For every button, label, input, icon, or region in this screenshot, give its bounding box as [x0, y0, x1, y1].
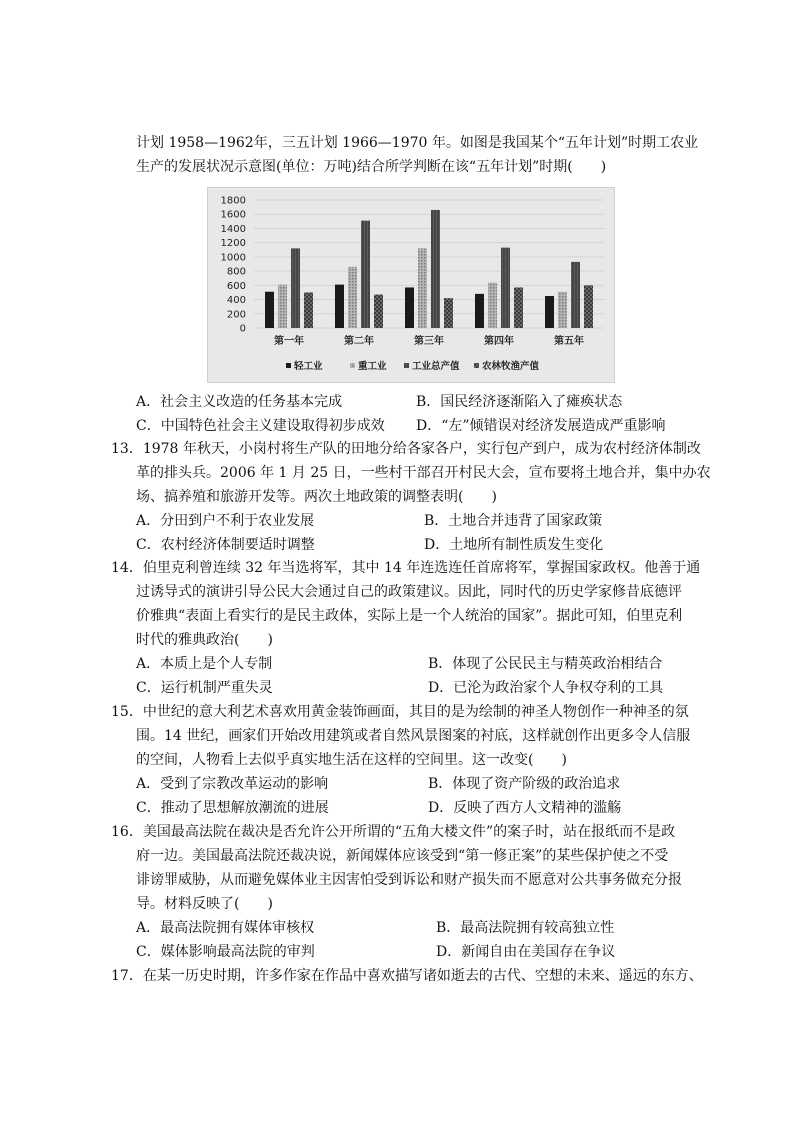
bar — [475, 294, 484, 328]
q13-option-a[interactable]: A．分田到户不利于农业发展 — [136, 513, 315, 529]
q16-stem-line4: 导。材料反映了( ) — [136, 896, 273, 912]
bar — [278, 285, 287, 328]
q15-option-b[interactable]: B．体现了资产阶级的政治追求 — [428, 776, 621, 792]
q14-option-b[interactable]: B．体现了公民民主与精英政治相结合 — [428, 656, 663, 672]
bar — [361, 221, 370, 328]
y-tick-label: 1000 — [220, 252, 246, 264]
q14-stem-line3: 价雅典“表面上看实行的是民主政体，实际上是一个人统治的国家”。据此可知，伯里克利 — [136, 608, 683, 624]
q16-option-a[interactable]: A．最高法院拥有媒体审核权 — [136, 920, 315, 936]
legend-swatch — [350, 363, 355, 368]
q13-option-c[interactable]: C．农村经济体制要适时调整 — [136, 537, 315, 553]
y-tick-label: 1400 — [220, 223, 246, 235]
q12-option-d[interactable]: D．“左”倾错误对经济发展造成严重影响 — [416, 418, 666, 434]
q14-option-c[interactable]: C．运行机制严重失灵 — [136, 680, 273, 696]
bar-chart-svg — [208, 188, 614, 382]
q16-option-d[interactable]: D．新闻自由在美国存在争议 — [436, 944, 616, 960]
bar — [558, 292, 567, 328]
x-tick-label: 第一年 — [274, 336, 304, 347]
bar — [265, 292, 274, 328]
bar — [348, 267, 357, 328]
bar — [405, 287, 414, 328]
q12-option-b[interactable]: B．国民经济逐渐陷入了瘫痪状态 — [416, 394, 623, 410]
q14-stem-line2: 过诱导式的演讲引导公民大会通过自己的政策建议。因此，同时代的历史学家修昔底德评 — [136, 584, 682, 600]
q15-stem-line1: 15．中世纪的意大利艺术喜欢用黄金装饰画面，其目的是为绘制的神圣人物创作一种神圣的氛 — [111, 704, 689, 720]
y-tick-label: 1600 — [220, 209, 246, 221]
q16-option-c[interactable]: C．媒体影响最高法院的审判 — [136, 944, 315, 960]
bar — [501, 248, 510, 328]
q16-stem-line3: 诽谤罪威胁，从而避免媒体业主因害怕受到诉讼和财产损失而不愿意对公共事务做充分报 — [136, 872, 682, 888]
x-tick-label: 第三年 — [414, 336, 444, 347]
q14-stem-line4: 时代的雅典政治( ) — [136, 632, 273, 648]
legend-swatch — [286, 363, 291, 368]
q15-stem-line3: 的空间，人物看上去似乎真实地生活在这样的空间里。这一改变( ) — [136, 752, 567, 768]
q15-stem-line2: 围。14 世纪，画家们开始改用建筑或者自然风景图案的衬底，这样就创作出更多令人信服 — [136, 728, 691, 744]
x-tick-label: 第二年 — [344, 336, 374, 347]
q14-option-d[interactable]: D．已沦为政治家个人争权夺利的工具 — [428, 680, 664, 696]
q13-stem-line3: 场、搞养殖和旅游开发等。两次土地政策的调整表明( ) — [136, 489, 497, 505]
y-tick-label: 200 — [226, 309, 246, 321]
bar — [418, 248, 427, 328]
q12-option-c[interactable]: C．中国特色社会主义建设取得初步成效 — [136, 418, 385, 434]
y-tick-label: 1800 — [220, 195, 246, 207]
y-tick-label: 1200 — [220, 238, 246, 250]
bar — [571, 262, 580, 328]
q13-stem-line1: 13．1978 年秋天，小岗村将生产队的田地分给各家各户，实行包产到户，成为农村经济体制改 — [111, 441, 701, 457]
legend-label: 农林牧渔产值 — [482, 361, 540, 372]
q13-stem-line2: 革的排头兵。2006 年 1 月 25 日，一些村干部召开村民大会，宣布要将土地合并，集中办农 — [136, 465, 711, 481]
bar-chart — [207, 187, 615, 383]
q12-stem-line1: 计划 1958—1962年，三五计划 1966—1970 年。如图是我国某个“五年计划”时期工农业 — [136, 135, 699, 151]
bar — [488, 282, 497, 328]
legend-label: 重工业 — [358, 361, 387, 372]
legend-swatch — [404, 363, 409, 368]
bar — [335, 285, 344, 328]
q14-stem-line1: 14．伯里克利曾连续 32 年当选将军，其中 14 年连选连任首席将军，掌握国家政权。他善于通 — [111, 560, 701, 576]
q13-option-d[interactable]: D．土地所有制性质发生变化 — [424, 537, 604, 553]
bar — [584, 285, 593, 328]
q15-option-c[interactable]: C．推动了思想解放潮流的进展 — [136, 800, 329, 816]
bar — [545, 296, 554, 328]
q15-option-d[interactable]: D．反映了西方人文精神的滥觞 — [428, 800, 622, 816]
bar — [291, 248, 300, 328]
q14-option-a[interactable]: A．本质上是个人专制 — [136, 656, 273, 672]
q16-stem-line1: 16．美国最高法院在裁决是否允许公开所谓的“五角大楼文件”的案子时，站在报纸而不是政 — [111, 824, 676, 840]
bar — [514, 287, 523, 328]
y-tick-label: 400 — [226, 295, 246, 307]
q17-stem-line1: 17．在某一历史时期，许多作家在作品中喜欢描写诸如逝去的古代、空想的未来、遥远的东方、 — [111, 968, 703, 984]
q12-stem-line2: 生产的发展状况示意图(单位：万吨)结合所学判断在该“五年计划”时期( ) — [136, 159, 607, 175]
q16-stem-line2: 府一边。美国最高法院还裁决说，新闻媒体应该受到“第一修正案”的某些保护使之不受 — [136, 848, 669, 864]
legend-swatch — [474, 363, 479, 368]
x-tick-label: 第五年 — [554, 336, 584, 347]
y-tick-label: 0 — [239, 323, 246, 335]
legend-label: 轻工业 — [294, 361, 323, 372]
x-tick-label: 第四年 — [484, 336, 514, 347]
y-tick-label: 800 — [226, 266, 246, 278]
bar — [304, 292, 313, 328]
q16-option-b[interactable]: B．最高法院拥有较高独立性 — [436, 920, 615, 936]
q12-option-a[interactable]: A．社会主义改造的任务基本完成 — [136, 394, 343, 410]
q15-option-a[interactable]: A．受到了宗教改革运动的影响 — [136, 776, 329, 792]
y-tick-label: 600 — [226, 280, 246, 292]
bar — [431, 210, 440, 328]
bar — [374, 295, 383, 328]
q13-option-b[interactable]: B．土地合并违背了国家政策 — [424, 513, 603, 529]
legend-label: 工业总产值 — [412, 361, 460, 372]
bar — [444, 298, 453, 328]
